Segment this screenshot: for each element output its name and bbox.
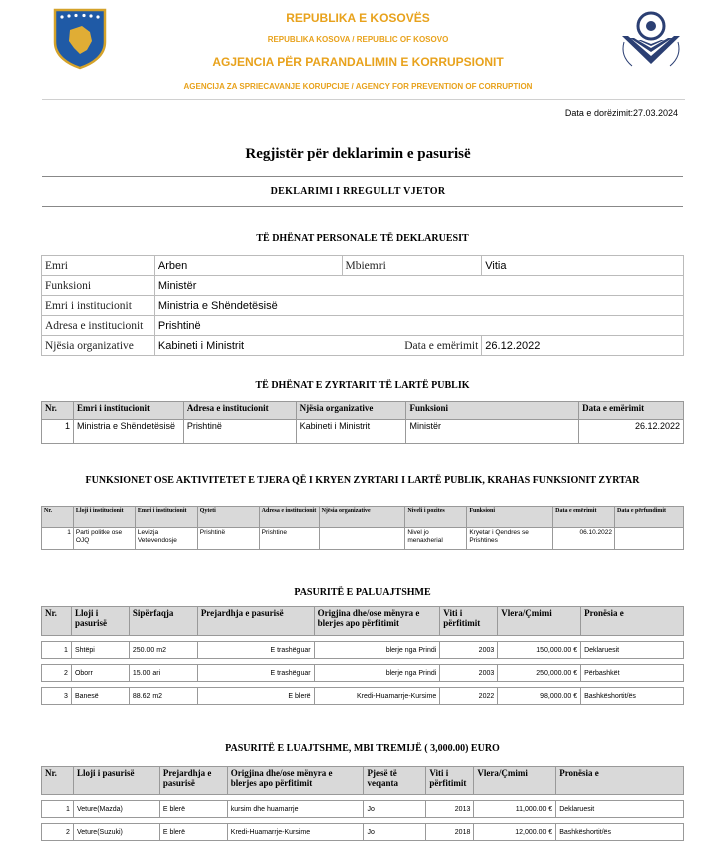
immovable-cell: Oborr (71, 665, 129, 682)
movable-cell: Veture(Mazda) (73, 801, 159, 818)
appointment-value: 26.12.2022 (482, 336, 684, 356)
unit-value (154, 336, 481, 356)
table-row (42, 528, 684, 550)
functions-cell: Levizja Vetevendosje (135, 528, 197, 550)
movable-header-cell: Prejardhja e pasurisë (159, 767, 227, 795)
immovable-cell: 2003 (440, 665, 498, 682)
movable-cell: E blerë (159, 824, 227, 841)
movable-cell: Deklaruesit (556, 801, 684, 818)
immovable-header-cell: Nr. (42, 607, 72, 636)
immovable-header-cell: Prejardhja e pasurisë (197, 607, 314, 636)
movable-header-cell: Nr. (42, 767, 74, 795)
immovable-cell: Deklaruesit (581, 642, 684, 659)
address-label: Adresa e institucionit (42, 316, 155, 336)
movable-cell: Jo (364, 824, 426, 841)
unit-label: Njësia organizative (42, 336, 155, 356)
subtitle-divider (42, 206, 683, 207)
functions-cell: Prishtine (259, 528, 319, 550)
immovable-cell: Bashkëshortit/ës (581, 688, 684, 705)
movable-cell: 12,000.00 € (474, 824, 556, 841)
table-row (42, 420, 684, 444)
movable-section-title: PASURITË E LUAJTSHME, MBI TREMIJË ( 3,000.00) EURO (225, 743, 500, 754)
movable-cell: 2018 (426, 824, 474, 841)
document-title: Regjistër për deklarimin e pasurisë (245, 146, 471, 162)
functions-header-cell: Lloji i institucionit (73, 507, 135, 528)
official-cell: Prishtinë (183, 420, 296, 444)
functions-cell: Nivel jo menaxherial (405, 528, 467, 550)
first-name-label: Emri (42, 256, 155, 276)
movable-header-cell: Pronësia e (556, 767, 684, 795)
function-value: Ministër (154, 276, 683, 296)
movable-cell: kursim dhe huamarrje (227, 801, 364, 818)
table-row (42, 665, 684, 682)
immovable-cell: 88.62 m2 (129, 688, 197, 705)
movable-header-cell: Pjesë të veqanta (364, 767, 426, 795)
immovable-header-cell: Sipërfaqja (129, 607, 197, 636)
official-cell: 1 (42, 420, 74, 444)
official-header-cell: Data e emërimit (579, 402, 684, 420)
immovable-cell: 15.00 ari (129, 665, 197, 682)
submission-date: Data e dorëzimit:27.03.2024 (564, 108, 678, 118)
table-row (42, 642, 684, 659)
immovable-cell: 98,000.00 € (498, 688, 581, 705)
official-cell: Ministër (406, 420, 579, 444)
immovable-cell: 2022 (440, 688, 498, 705)
table-row (42, 824, 684, 841)
functions-cell: 06.10.2022 (553, 528, 615, 550)
official-cell: Ministria e Shëndetësisë (73, 420, 183, 444)
movable-header-cell: Origjina dhe/ose mënyra e blerjes apo përfitimit (227, 767, 364, 795)
table-row (42, 688, 684, 705)
movable-cell: 2 (42, 824, 74, 841)
official-header-cell: Njësia organizative (296, 402, 406, 420)
header-republic-translations: REPUBLIKA KOSOVA / REPUBLIC OF KOSOVO (267, 35, 449, 44)
table-row (42, 801, 684, 818)
institution-label: Emri i institucionit (42, 296, 155, 316)
official-header-cell: Adresa e institucionit (183, 402, 296, 420)
header-divider (42, 99, 685, 100)
immovable-cell: Përbashkët (581, 665, 684, 682)
official-data-table (41, 401, 684, 444)
immovable-header-cell: Vlera/Çmimi (498, 607, 581, 636)
immovable-cell: 150,000.00 € (498, 642, 581, 659)
immovable-cell: Shtëpi (71, 642, 129, 659)
functions-header-cell: Adresa e institucionit (259, 507, 319, 528)
official-header-cell: Funksioni (406, 402, 579, 420)
appointment-label: Data e emërimit (404, 339, 479, 352)
functions-header-cell: Njësia organizative (319, 507, 405, 528)
unit-text: Kabineti i Ministrit (157, 339, 245, 352)
functions-header-cell: Data e përfundimit (615, 507, 684, 528)
address-value: Prishtinë (154, 316, 683, 336)
functions-cell: 1 (42, 528, 74, 550)
movable-header-cell: Lloji i pasurisë (73, 767, 159, 795)
last-name-value: Vitia (482, 256, 684, 276)
immovable-cell: Kredi-Huamarrje-Kursime (314, 688, 440, 705)
functions-header-cell: Qyteti (197, 507, 259, 528)
functions-cell (615, 528, 684, 550)
official-header-cell: Nr. (42, 402, 74, 420)
movable-assets-table (41, 766, 684, 841)
functions-cell: Parti politke ose OJQ (73, 528, 135, 550)
functions-cell (319, 528, 405, 550)
movable-cell: Veture(Suzuki) (73, 824, 159, 841)
immovable-section-title: PASURITË E PALUAJTSHME (294, 587, 431, 598)
functions-cell: Prishtinë (197, 528, 259, 550)
function-label: Funksioni (42, 276, 155, 296)
declaration-type: DEKLARIMI I RREGULLT VJETOR (270, 186, 446, 197)
immovable-cell: 2003 (440, 642, 498, 659)
immovable-cell: E blerë (197, 688, 314, 705)
movable-cell: Jo (364, 801, 426, 818)
functions-header-cell: Niveli i pozites (405, 507, 467, 528)
movable-cell: Kredi-Huamarrje-Kursime (227, 824, 364, 841)
functions-header-cell: Funksioni (467, 507, 553, 528)
first-name-value: Arben (154, 256, 342, 276)
other-functions-table (41, 506, 684, 550)
immovable-cell: 2 (42, 665, 72, 682)
header-agency-translations: AGENCIJA ZA SPRIECAVANJE KORUPCIJE / AGENCY FOR PREVENTION OF CORRUPTION (183, 82, 533, 91)
movable-cell: 1 (42, 801, 74, 818)
movable-cell: Bashkëshortit/ës (556, 824, 684, 841)
movable-header-cell: Vlera/Çmimi (474, 767, 556, 795)
anti-corruption-agency-logo-icon (616, 6, 686, 74)
immovable-header-cell: Lloji i pasurisë (71, 607, 129, 636)
official-header-cell: Emri i institucionit (73, 402, 183, 420)
immovable-cell: E trashëguar (197, 665, 314, 682)
immovable-cell: 3 (42, 688, 72, 705)
movable-cell: 11,000.00 € (474, 801, 556, 818)
personal-data-table (41, 255, 684, 356)
header-republic: REPUBLIKA E KOSOVËS (286, 11, 430, 25)
official-section-title: TË DHËNAT E ZYRTARIT TË LARTË PUBLIK (255, 380, 470, 391)
immovable-cell: Banesë (71, 688, 129, 705)
title-divider (42, 176, 683, 177)
immovable-cell: blerje nga Prindi (314, 665, 440, 682)
immovable-header-cell: Viti i përfitimit (440, 607, 498, 636)
immovable-assets-table (41, 606, 684, 705)
movable-cell: 2013 (426, 801, 474, 818)
immovable-header-cell: Pronësia e (581, 607, 684, 636)
last-name-label: Mbiemri (342, 256, 482, 276)
movable-header-cell: Viti i përfitimit (426, 767, 474, 795)
official-cell: Kabineti i Ministrit (296, 420, 406, 444)
official-cell: 26.12.2022 (579, 420, 684, 444)
immovable-cell: E trashëguar (197, 642, 314, 659)
header-agency: AGJENCIA PËR PARANDALIMIN E KORRUPSIONIT (212, 55, 504, 69)
functions-header-cell: Emri i institucionit (135, 507, 197, 528)
functions-header-cell: Nr. (42, 507, 74, 528)
immovable-header-cell: Origjina dhe/ose mënyra e blerjes apo përfitimit (314, 607, 440, 636)
functions-section-title: FUNKSIONET OSE AKTIVITETET E TJERA QË I KRYEN ZYRTARI I LARTË PUBLIK, KRAHAS FUNKSIONIT ZYRTAR (85, 475, 640, 486)
immovable-cell: 250.00 m2 (129, 642, 197, 659)
functions-cell: Kryetar i Qendres se Prishtines (467, 528, 553, 550)
personal-section-title: TË DHËNAT PERSONALE TË DEKLARUESIT (256, 233, 469, 244)
document-header (0, 0, 716, 100)
immovable-cell: 250,000.00 € (498, 665, 581, 682)
movable-cell: E blerë (159, 801, 227, 818)
functions-header-cell: Data e emërimit (553, 507, 615, 528)
institution-value: Ministria e Shëndetësisë (154, 296, 683, 316)
immovable-cell: 1 (42, 642, 72, 659)
immovable-cell: blerje nga Prindi (314, 642, 440, 659)
